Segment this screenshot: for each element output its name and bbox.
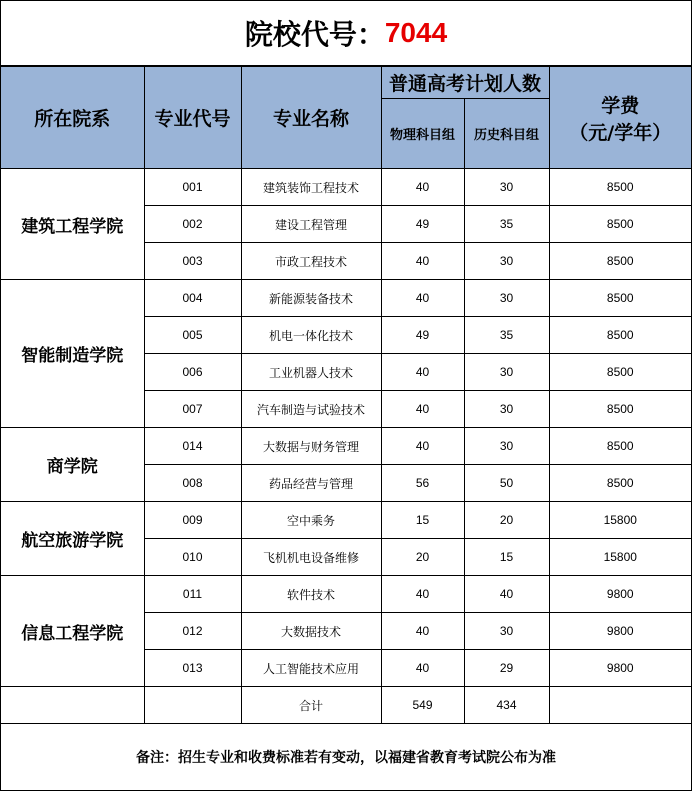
history-count: 30 xyxy=(464,428,549,465)
physics-count: 40 xyxy=(381,613,464,650)
major-code: 010 xyxy=(144,539,241,576)
plan-table xyxy=(1,66,691,790)
tuition-fee: 8500 xyxy=(549,354,691,391)
history-count: 29 xyxy=(464,650,549,687)
major-code: 013 xyxy=(144,650,241,687)
header-major-name: 专业名称 xyxy=(241,67,381,169)
physics-count: 20 xyxy=(381,539,464,576)
major-code: 003 xyxy=(144,243,241,280)
physics-count: 40 xyxy=(381,391,464,428)
major-code: 004 xyxy=(144,280,241,317)
tuition-fee: 8500 xyxy=(549,206,691,243)
institution-code: 7044 xyxy=(384,17,448,48)
major-name: 机电一体化技术 xyxy=(241,317,381,354)
footnote: 备注：招生专业和收费标准若有变动，以福建省教育考试院公布为准 xyxy=(1,724,691,791)
major-code: 012 xyxy=(144,613,241,650)
major-name: 工业机器人技术 xyxy=(241,354,381,391)
history-count: 30 xyxy=(464,354,549,391)
physics-count: 40 xyxy=(381,354,464,391)
table-row xyxy=(1,502,691,539)
major-name: 大数据与财务管理 xyxy=(241,428,381,465)
physics-count: 40 xyxy=(381,576,464,613)
tuition-fee: 9800 xyxy=(549,576,691,613)
tuition-fee: 8500 xyxy=(549,317,691,354)
major-name: 飞机机电设备维修 xyxy=(241,539,381,576)
history-count: 35 xyxy=(464,206,549,243)
tuition-fee: 8500 xyxy=(549,428,691,465)
major-code: 006 xyxy=(144,354,241,391)
header-physics: 物理科目组 xyxy=(381,99,464,169)
major-name: 软件技术 xyxy=(241,576,381,613)
total-empty-code xyxy=(144,687,241,724)
major-name: 空中乘务 xyxy=(241,502,381,539)
table-row xyxy=(1,280,691,317)
dept-name: 建筑工程学院 xyxy=(1,169,144,280)
total-label: 合计 xyxy=(241,687,381,724)
physics-count: 40 xyxy=(381,280,464,317)
total-empty-fee xyxy=(549,687,691,724)
header-history: 历史科目组 xyxy=(464,99,549,169)
tuition-fee: 15800 xyxy=(549,502,691,539)
history-count: 40 xyxy=(464,576,549,613)
total-empty-dept xyxy=(1,687,144,724)
history-count: 35 xyxy=(464,317,549,354)
history-count: 50 xyxy=(464,465,549,502)
total-row xyxy=(1,687,691,724)
table-body xyxy=(1,169,691,791)
history-count: 20 xyxy=(464,502,549,539)
table-row xyxy=(1,169,691,206)
major-code: 001 xyxy=(144,169,241,206)
major-code: 008 xyxy=(144,465,241,502)
major-name: 新能源装备技术 xyxy=(241,280,381,317)
history-count: 30 xyxy=(464,391,549,428)
major-name: 建设工程管理 xyxy=(241,206,381,243)
major-name: 大数据技术 xyxy=(241,613,381,650)
note-row xyxy=(1,724,691,791)
physics-count: 40 xyxy=(381,428,464,465)
tuition-fee: 8500 xyxy=(549,169,691,206)
history-count: 30 xyxy=(464,613,549,650)
header-plan-group: 普通高考计划人数 xyxy=(381,67,549,99)
history-count: 30 xyxy=(464,280,549,317)
history-count: 30 xyxy=(464,169,549,206)
table-row xyxy=(1,428,691,465)
title-prefix: 院校代号： xyxy=(244,18,385,51)
major-name: 药品经营与管理 xyxy=(241,465,381,502)
total-history: 434 xyxy=(464,687,549,724)
table-row xyxy=(1,576,691,613)
header-fee-line2: （元/学年） xyxy=(569,121,672,144)
physics-count: 56 xyxy=(381,465,464,502)
tuition-fee: 15800 xyxy=(549,539,691,576)
tuition-fee: 8500 xyxy=(549,465,691,502)
physics-count: 40 xyxy=(381,169,464,206)
tuition-fee: 8500 xyxy=(549,243,691,280)
tuition-fee: 9800 xyxy=(549,650,691,687)
physics-count: 40 xyxy=(381,243,464,280)
major-code: 007 xyxy=(144,391,241,428)
physics-count: 49 xyxy=(381,317,464,354)
header-fee-line1: 学费 xyxy=(601,94,640,117)
tuition-fee: 8500 xyxy=(549,280,691,317)
major-name: 汽车制造与试验技术 xyxy=(241,391,381,428)
major-code: 009 xyxy=(144,502,241,539)
history-count: 15 xyxy=(464,539,549,576)
header-major-code: 专业代号 xyxy=(144,67,241,169)
tuition-fee: 9800 xyxy=(549,613,691,650)
major-name: 市政工程技术 xyxy=(241,243,381,280)
major-name: 建筑装饰工程技术 xyxy=(241,169,381,206)
major-name: 人工智能技术应用 xyxy=(241,650,381,687)
tuition-fee: 8500 xyxy=(549,391,691,428)
total-physics: 549 xyxy=(381,687,464,724)
history-count: 30 xyxy=(464,243,549,280)
dept-name: 商学院 xyxy=(1,428,144,502)
physics-count: 15 xyxy=(381,502,464,539)
major-code: 011 xyxy=(144,576,241,613)
major-code: 014 xyxy=(144,428,241,465)
header-fee xyxy=(549,67,691,169)
physics-count: 40 xyxy=(381,650,464,687)
header-dept: 所在院系 xyxy=(1,67,144,169)
major-code: 002 xyxy=(144,206,241,243)
dept-name: 信息工程学院 xyxy=(1,576,144,687)
dept-name: 航空旅游学院 xyxy=(1,502,144,576)
physics-count: 49 xyxy=(381,206,464,243)
major-code: 005 xyxy=(144,317,241,354)
title-row xyxy=(1,1,691,66)
dept-name: 智能制造学院 xyxy=(1,280,144,428)
